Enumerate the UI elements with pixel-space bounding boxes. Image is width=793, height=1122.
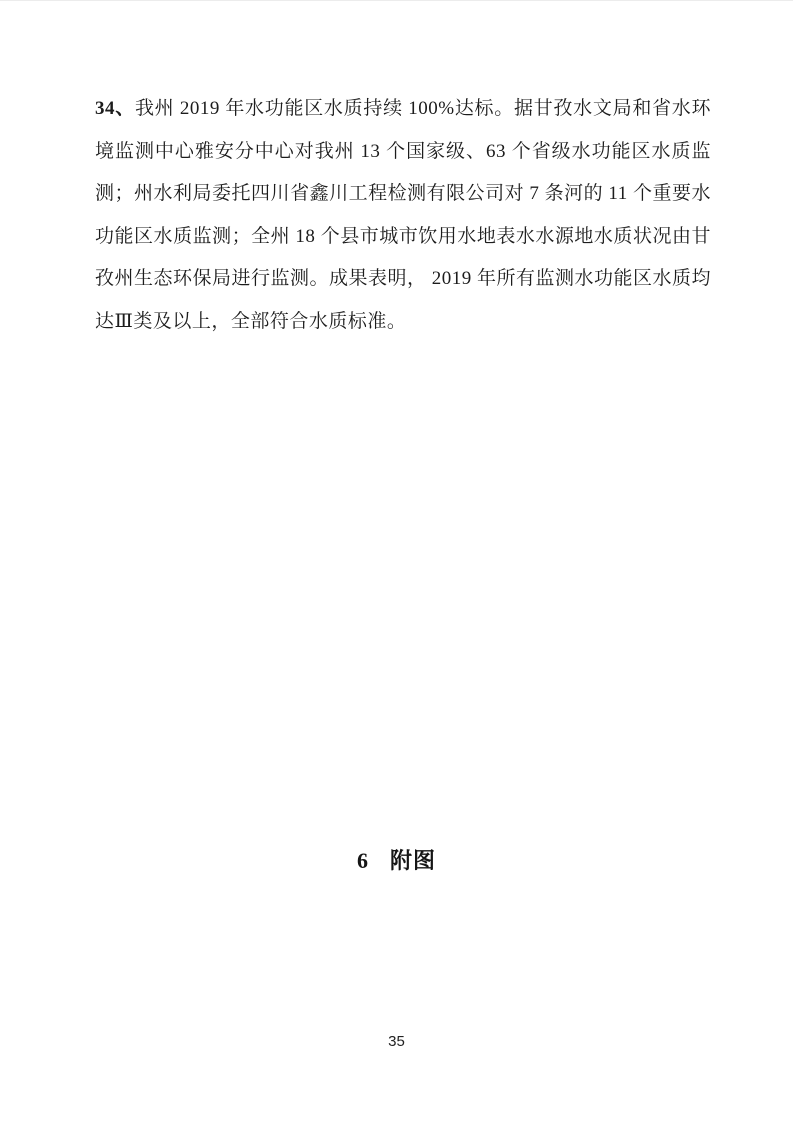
page-number: 35 [388,1033,405,1050]
section-heading [0,846,793,876]
section-heading-title: 附图 [389,848,436,873]
paragraph-34 [95,88,711,343]
paragraph-number: 34、 [95,98,135,119]
paragraph-text: 我州 2019 年水功能区水质持续 100%达标。据甘孜水文局和省水环境监测中心雅安分中心对我州 13 个国家级、63 个省级水功能区水质监测；州水利局委托四川省鑫川工程检测有限公司对 7 条河的 11 个重要水功能区水质监测；全州 18 个县市城市饮用水地表水水源地水质状况由甘孜州生态环保局进行监测。成果表明， 2019 年所有监测水功能区水质均达Ⅲ类及以上，全部符合水质标准。 [95,98,712,332]
section-heading-number: 6 [356,848,369,873]
